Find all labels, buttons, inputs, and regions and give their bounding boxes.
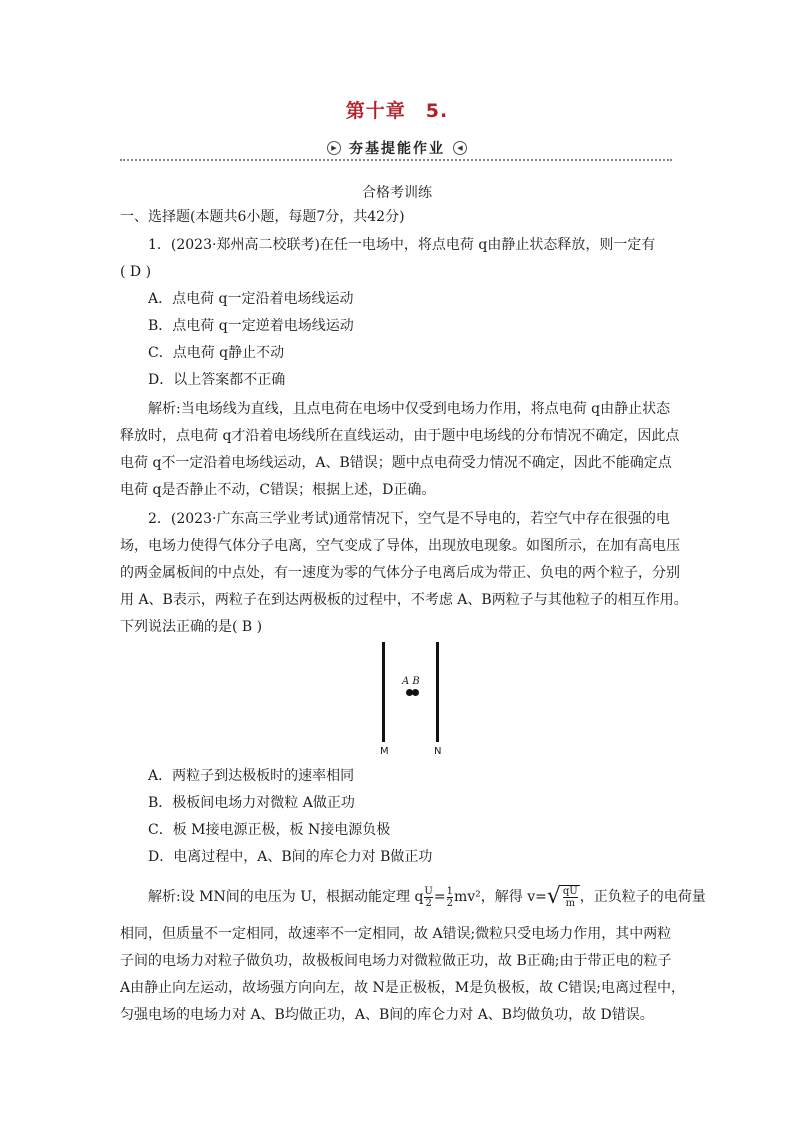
q2-analysis-line-4: A由静止向左运动，故场强方向向左，故 N是正极板，M是负极板，故 C错误;电离过程中， (120, 980, 686, 996)
fraction-one-half: $\frac{1}{2}$ (446, 885, 453, 909)
label-n: N (434, 746, 442, 757)
sqrt-qu-over-m: $\frac{qU}{m}$ (562, 886, 578, 909)
q1-analysis-line-1: 解析:当电场线为直线，且点电荷在电场中仅受到电场力作用，将点电荷 q由静止状态 (148, 401, 671, 417)
plate-n (436, 642, 439, 742)
q2-option-d: D．电离过程中，A、B间的库仑力对 B做正功 (148, 849, 433, 865)
q1-stem-line-2: ( D ) (120, 264, 152, 280)
q2-analysis-line-1 (148, 880, 708, 914)
q1-stem-line-1: 1．(2023·郑州高二校联考)在任一电场中，将点电荷 q由静止状态释放，则一定有 (148, 237, 656, 253)
q1-option-c: C．点电荷 q静止不动 (148, 345, 285, 361)
q1-analysis-line-4: 电荷 q是否静止不动，C错误；根据上述，D正确。 (120, 482, 436, 498)
dotted-divider (120, 159, 672, 161)
arrow-right-icon: ▶ (327, 141, 341, 155)
sqrt-icon: √ (546, 884, 561, 909)
analysis-text-pre: 解析:设 MN间的电压为 U，根据动能定理 q (148, 889, 424, 905)
chapter-title: 第十章 5. (345, 100, 449, 122)
q2-stem-line-1: 2．(2023·广东高三学业考试)通常情况下，空气是不导电的，若空气中存在很强的电 (148, 511, 670, 527)
analysis-text-mid: mv²，解得 v= (453, 889, 547, 905)
plate-m (382, 642, 385, 742)
equals-sign: = (433, 889, 446, 905)
q2-stem-line-2: 场，电场力使得气体分子电离，空气变成了导体，出现放电现象。如图所示，在加有高电压 (120, 538, 680, 554)
q1-option-a: A．点电荷 q一定沿着电场线运动 (148, 291, 354, 307)
particle-labels: A B (402, 676, 420, 687)
q1-option-d: D．以上答案都不正确 (148, 372, 286, 388)
arrow-left-icon: ◀ (453, 141, 467, 155)
analysis-text-post: ，正负粒子的电荷量 (579, 889, 706, 905)
q1-analysis-line-2: 释放时，点电荷 q才沿着电场线所在直线运动，由于题中电场线的分布情况不确定，因此点 (120, 428, 680, 444)
particle-b (412, 689, 419, 696)
capacitor-figure (370, 640, 450, 762)
q1-option-b: B．点电荷 q一定逆着电场线运动 (148, 318, 354, 334)
label-m: M (380, 746, 389, 757)
q2-option-b: B．极板间电场力对微粒 A做正功 (148, 795, 355, 811)
fraction-u-over-2: $\frac{U}{2}$ (424, 885, 433, 909)
q2-stem-line-4: 用 A、B表示，两粒子在到达两极板的过程中，不考虑 A、B两粒子与其他粒子的相互作用。 (120, 592, 688, 608)
q2-analysis-line-5: 匀强电场的电场力对 A、B均做正功，A、B间的库仑力对 A、B均做负功，故 D错误。 (120, 1007, 654, 1023)
q1-analysis-line-3: 电荷 q不一定沿着电场线运动，A、B错误；题中点电荷受力情况不确定，因此不能确定点 (120, 455, 672, 471)
q2-option-c: C．板 M接电源正极，板 N接电源负极 (148, 822, 391, 838)
q2-analysis-line-3: 子间的电场力对粒子做负功，故极板间电场力对微粒做正功，故 B正确;由于带正电的粒子 (120, 953, 672, 969)
q2-option-a: A．两粒子到达极板时的速率相同 (148, 768, 355, 784)
q2-stem-line-3: 的两金属板间的中点处，有一速度为零的气体分子电离后成为带正、负电的两个粒子，分别 (120, 565, 680, 581)
section-title: 合格考训练 (362, 185, 432, 201)
q2-analysis-line-2: 相同，但质量不一定相同，故速率不一定相同，故 A错误;微粒只受电场力作用，其中两粒 (120, 926, 672, 942)
q2-stem-line-5: 下列说法正确的是( B ) (120, 619, 263, 635)
homework-banner (0, 137, 794, 159)
banner-text: 夯基提能作业 (349, 141, 445, 157)
part-heading: 一、选择题(本题共6小题，每题7分，共42分) (120, 209, 405, 225)
